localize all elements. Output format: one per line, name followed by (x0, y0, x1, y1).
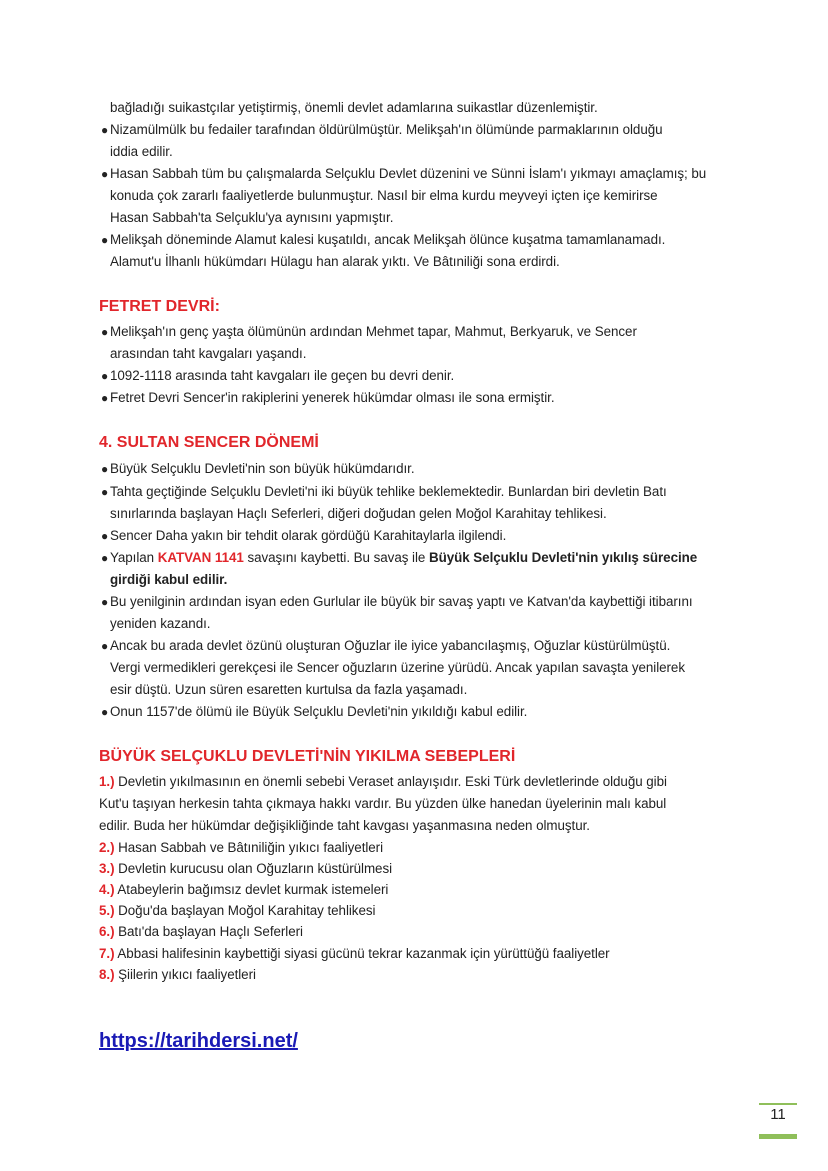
sencer-line-12: Onun 1157'de ölümü ile Büyük Selçuklu Devleti'nin yıkıldığı kabul edilir. (110, 704, 528, 719)
sencer-heading: 4. SULTAN SENCER DÖNEMİ (99, 434, 319, 451)
sencer-line-4: Sencer Daha yakın bir tehdit olarak gördüğü Karahitaylarla ilgilendi. (110, 528, 507, 543)
page-number-top-bar (759, 1103, 797, 1105)
reason-text: Şiilerin yıkıcı faaliyetleri (114, 967, 256, 982)
sencer-line-5d: Büyük Selçuklu Devleti'nin yıkılış sürecine (428, 550, 698, 565)
reason-item (99, 839, 383, 857)
sencer-bullet-5 (101, 593, 693, 611)
bullet-icon: ● (101, 123, 109, 137)
yikilma-heading: BÜYÜK SELÇUKLU DEVLETİ'NİN YIKILMA SEBEPLERİ (99, 748, 516, 765)
bullet-icon: ● (101, 485, 109, 499)
reason-number: 4.) (99, 882, 115, 897)
bullet-icon: ● (101, 369, 109, 383)
sencer-line-1: Büyük Selçuklu Devleti'nin son büyük hükümdarıdır. (110, 461, 415, 476)
sencer-line-6: girdiği kabul edilir. (110, 572, 228, 587)
sencer-line-5c: savaşını kaybetti. Bu savaş ile (243, 550, 429, 565)
bullet-icon: ● (101, 167, 109, 181)
reason-text: Abbasi halifesinin kaybettiği siyasi gücünü tekrar kazanmak için yürüttüğü faaliyetler (114, 946, 610, 961)
sencer-line-5a: Yapılan (110, 550, 158, 565)
intro-line-8: Alamut'u İlhanlı hükümdarı Hülagu han alarak yıktı. Ve Bâtıniliği sona erdirdi. (110, 254, 560, 269)
reason-item (99, 817, 590, 835)
fetret-line-1: Melikşah'ın genç yaşta ölümünün ardından Mehmet tapar, Mahmut, Berkyaruk, ve Sencer (110, 324, 637, 339)
website-link[interactable]: https://tarihdersi.net/ (99, 1030, 298, 1052)
reason-text: Batı'da başlayan Haçlı Seferleri (114, 924, 303, 939)
reason-text: Hasan Sabbah ve Bâtıniliğin yıkıcı faaliyetleri (114, 840, 384, 855)
fetret-line-3: 1092-1118 arasında taht kavgaları ile geçen bu devri denir. (110, 368, 455, 383)
reason-item (99, 860, 392, 878)
bullet-icon: ● (101, 705, 109, 719)
fetret-bullet-1 (101, 323, 637, 341)
intro-line-6: Hasan Sabbah'ta Selçuklu'ya aynısını yapmıştır. (110, 210, 394, 225)
sencer-line-7: Bu yenilginin ardından isyan eden Gurlular ile büyük bir savaş yaptı ve Katvan'da kaybettiği itibarını (110, 594, 693, 609)
reason-text: Atabeylerin bağımsız devlet kurmak istemeleri (114, 882, 389, 897)
sencer-line-11: esir düştü. Uzun süren esaretten kurtulsa da fazla yaşamadı. (110, 682, 468, 697)
bullet-icon: ● (101, 233, 109, 247)
reason-number: 7.) (99, 946, 115, 961)
sencer-bullet-3 (101, 527, 506, 545)
reason-item (99, 945, 610, 963)
bullet-icon: ● (101, 639, 109, 653)
sencer-line-9: Ancak bu arada devlet özünü oluşturan Oğuzlar ile iyice yabancılaşmış, Oğuzlar küstürülmüştü. (110, 638, 671, 653)
reason-item (99, 795, 666, 813)
reason-text: Doğu'da başlayan Moğol Karahitay tehlikesi (114, 903, 376, 918)
intro-line-5: konuda çok zararlı faaliyetlerde bulunmuştur. Nasıl bir elma kurdu meyveyi içten içe kemirirse (110, 188, 658, 203)
reason-number: 3.) (99, 861, 115, 876)
bullet-icon: ● (101, 595, 109, 609)
reason-item (99, 902, 375, 920)
bullet-icon: ● (101, 391, 109, 405)
reason-item (99, 773, 667, 791)
fetret-heading: FETRET DEVRİ: (99, 298, 220, 315)
sencer-line-8: yeniden kazandı. (110, 616, 211, 631)
page-number: 11 (770, 1106, 786, 1123)
katvan-highlight: KATVAN 1141 (157, 550, 244, 565)
intro-line-2: Nizamülmülk bu fedailer tarafından öldürülmüştür. Melikşah'ın ölümünde parmaklarının olduğu (110, 122, 663, 137)
reason-text: Devletin yıkılmasının en önemli sebebi Veraset anlayışıdır. Eski Türk devletlerinde olduğu gibi (114, 774, 667, 789)
intro-line-3: iddia edilir. (110, 144, 173, 159)
intro-line-1: bağladığı suikastçılar yetiştirmiş, önemli devlet adamlarına suikastlar düzenlemiştir. (110, 100, 598, 115)
intro-bullet-1 (101, 121, 663, 139)
page-number-bottom-bar (759, 1134, 797, 1139)
reason-text: Kut'u taşıyan herkesin tahta çıkmaya hakkı vardır. Bu yüzden ülke hanedan üyelerinin malı kabul (99, 796, 667, 811)
fetret-bullet-2 (101, 367, 454, 385)
reason-number: 8.) (99, 967, 115, 982)
bullet-icon: ● (101, 529, 109, 543)
reason-item (99, 966, 256, 984)
bullet-icon: ● (101, 551, 109, 565)
sencer-bullet-6 (101, 637, 670, 655)
intro-bullet-3 (101, 231, 665, 249)
sencer-line-2: Tahta geçtiğinde Selçuklu Devleti'ni iki büyük tehlike beklemektedir. Bunlardan biri devletin Batı (110, 484, 667, 499)
bullet-icon: ● (101, 462, 109, 476)
intro-line-4: Hasan Sabbah tüm bu çalışmalarda Selçuklu Devlet düzenini ve Sünni İslam'ı yıkmayı amaçlamış; bu (110, 166, 707, 181)
reason-text: Devletin kurucusu olan Oğuzların küstürülmesi (114, 861, 393, 876)
fetret-bullet-3 (101, 389, 555, 407)
sencer-bullet-2 (101, 483, 667, 501)
intro-line-7: Melikşah döneminde Alamut kalesi kuşatıldı, ancak Melikşah ölünce kuşatma tamamlanamadı. (110, 232, 666, 247)
sencer-bullet-7 (101, 703, 527, 721)
sencer-bullet-4 (101, 549, 697, 567)
intro-bullet-2 (101, 165, 706, 183)
sencer-line-10: Vergi vermedikleri gerekçesi ile Sencer oğuzların üzerine yürüdü. Ancak yapılan savaşta yenilerek (110, 660, 685, 675)
reason-number: 5.) (99, 903, 115, 918)
fetret-line-2: arasından taht kavgaları yaşandı. (110, 346, 307, 361)
bullet-icon: ● (101, 325, 109, 339)
fetret-line-4: Fetret Devri Sencer'in rakiplerini yenerek hükümdar olması ile sona ermiştir. (110, 390, 555, 405)
reason-item (99, 881, 388, 899)
reason-text: edilir. Buda her hükümdar değişikliğinde taht kavgası yaşanmasına neden olmuştur. (99, 818, 590, 833)
sencer-line-3: sınırlarında başlayan Haçlı Seferleri, diğeri doğudan gelen Moğol Karahitay tehlikesi. (110, 506, 607, 521)
reason-item (99, 923, 303, 941)
reason-number: 1.) (99, 774, 115, 789)
reason-number: 6.) (99, 924, 115, 939)
sencer-bullet-1 (101, 460, 414, 478)
reason-number: 2.) (99, 840, 115, 855)
